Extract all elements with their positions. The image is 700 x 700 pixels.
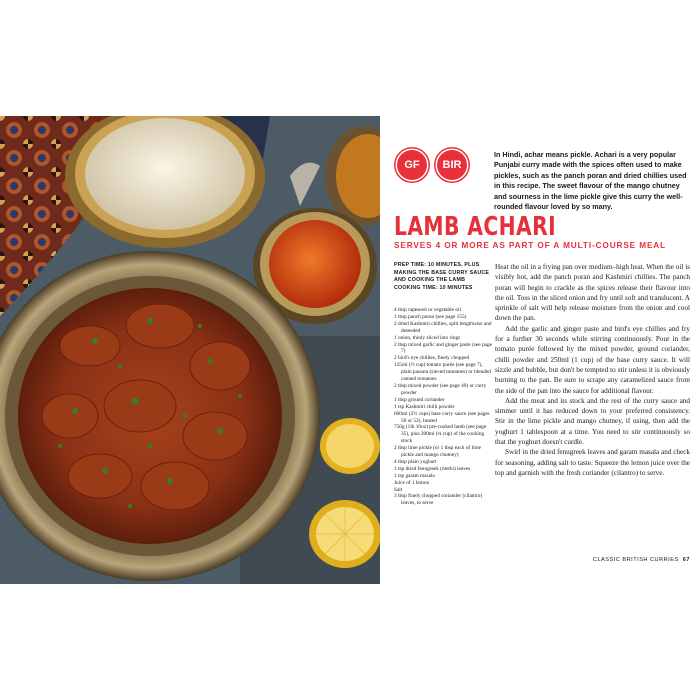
method-text [495, 262, 690, 478]
ingredient-item: 2 tbsp lime pickle (or 1 tbsp each of lime pickle and mango chutney) [394, 445, 481, 459]
ingredient-item: 4 tbsp plain yoghurt [394, 458, 437, 465]
method-paragraph: Add the meat and its stock and the rest of the curry sauce and simmer until it has reduced down to your preferred consistency. Stir in the lime pickle and mango chutney, if using, then add the yoghurt 1 tablespoon at a time. You need to stir continuously so that the yoghurt doesn't curdle. [495, 396, 690, 447]
page-footer [593, 557, 690, 563]
ingredient-item: 125ml (½ cup) tomato purée (see page 7), plain passata (sieved tomatoes) or blended canned tomatoes [394, 362, 491, 383]
ingredient-item: 750g (1lb 10oz) pre-cooked lamb (see page 35), plus 200ml (¾ cup) of the cooking stock [394, 424, 487, 445]
ingredients-list [394, 307, 492, 507]
recipe-title: LAMB ACHARI [394, 212, 557, 242]
ingredient-item: 2 dried Kashmiri chillies, split lengthwise and deseeded [394, 320, 492, 334]
method-paragraph: Add the garlic and ginger paste and bird's eye chillies and fry for a further 30 seconds while stirring continuously. Pour in the tomato purée followed by the mixed powder, ground coriander, chilli powder and 250ml (1 cup) of the base curry sauce. It will sizzle and bubble, but don't be tempted to stir unless it is obviously burning to the pan. Be sure to scrape any caramelized sauce from the side of the pan into the sauce for additional flavour. [495, 324, 690, 395]
ingredient-item: 3 tbsp finely chopped coriander (cilantro) leaves, to serve [394, 493, 483, 507]
ingredient-item: 1 tbsp panch poran (see page 155) [394, 313, 467, 320]
ingredient-item: Salt [394, 486, 403, 493]
method-paragraph: Swirl in the dried fenugreek leaves and garam masala and check for seasoning, adding salt to taste. Squeeze the lemon juice over the top and garnish with the fresh coriander (cilantro) to serve. [495, 448, 690, 477]
ingredient-item: 600ml (2½ cups) base curry sauce (see pages 50 or 52), heated [394, 410, 490, 424]
page-number: 67 [682, 557, 690, 563]
ingredient-item: 2 tbsp mixed garlic and ginger paste (see page 7) [394, 341, 492, 355]
ingredient-item: 1 onion, thinly sliced into rings [394, 334, 461, 341]
gluten-free-badge: GF [397, 150, 427, 180]
recipe-intro: In Hindi, achar means pickle. Achari is a very popular Punjabi curry made with the spices often used to make pickles, such as the panch poran and dried chillies used in this recipe. The sweet flavour of the mango chutney and sourness in the lime pickle give this curry the well-rounded flavour loved by so many. [494, 150, 687, 212]
recipe-serves: SERVES 4 OR MORE AS PART OF A MULTI-COURSE MEAL [394, 241, 667, 250]
ingredient-item: 1 tbsp ground coriander [394, 396, 445, 403]
ingredient-item: 2 tbsp mixed powder (see page 49) or curry powder [394, 382, 487, 396]
ingredient-item: 1 tsp Kashmiri chilli powder [394, 403, 455, 410]
curry-photo [0, 116, 380, 584]
ingredient-item: 2 bird's eye chillies, finely chopped [394, 355, 470, 362]
bir-badge: BIR [437, 150, 467, 180]
ingredient-item: 4 tbsp rapeseed or vegetable oil [394, 307, 461, 313]
ingredient-item: 1 tsp dried fenugreek (methi) leaves [394, 465, 471, 472]
ingredient-item: Juice of 1 lemon [394, 479, 430, 486]
method-paragraph: Heat the oil in a frying pan over medium–high heat. When the oil is visibly hot, add the panch poran and Kashmiri chillies. The panch poran will begin to crackle as the spices release their flavour into the oil. Toss in the sliced onion and fry until soft and translucent. A sprinkle of salt will help release moisture from the onion and cool down the pan. [495, 263, 690, 323]
ingredient-item: 1 tsp garam masala [394, 472, 435, 479]
section-name: CLASSIC BRITISH CURRIES [592, 557, 679, 563]
recipe-times: PREP TIME: 10 MINUTES, PLUS MAKING THE BASE CURRY SAUCE AND COOKING THE LAMB COOKING TIME: 10 MINUTES [394, 262, 490, 291]
